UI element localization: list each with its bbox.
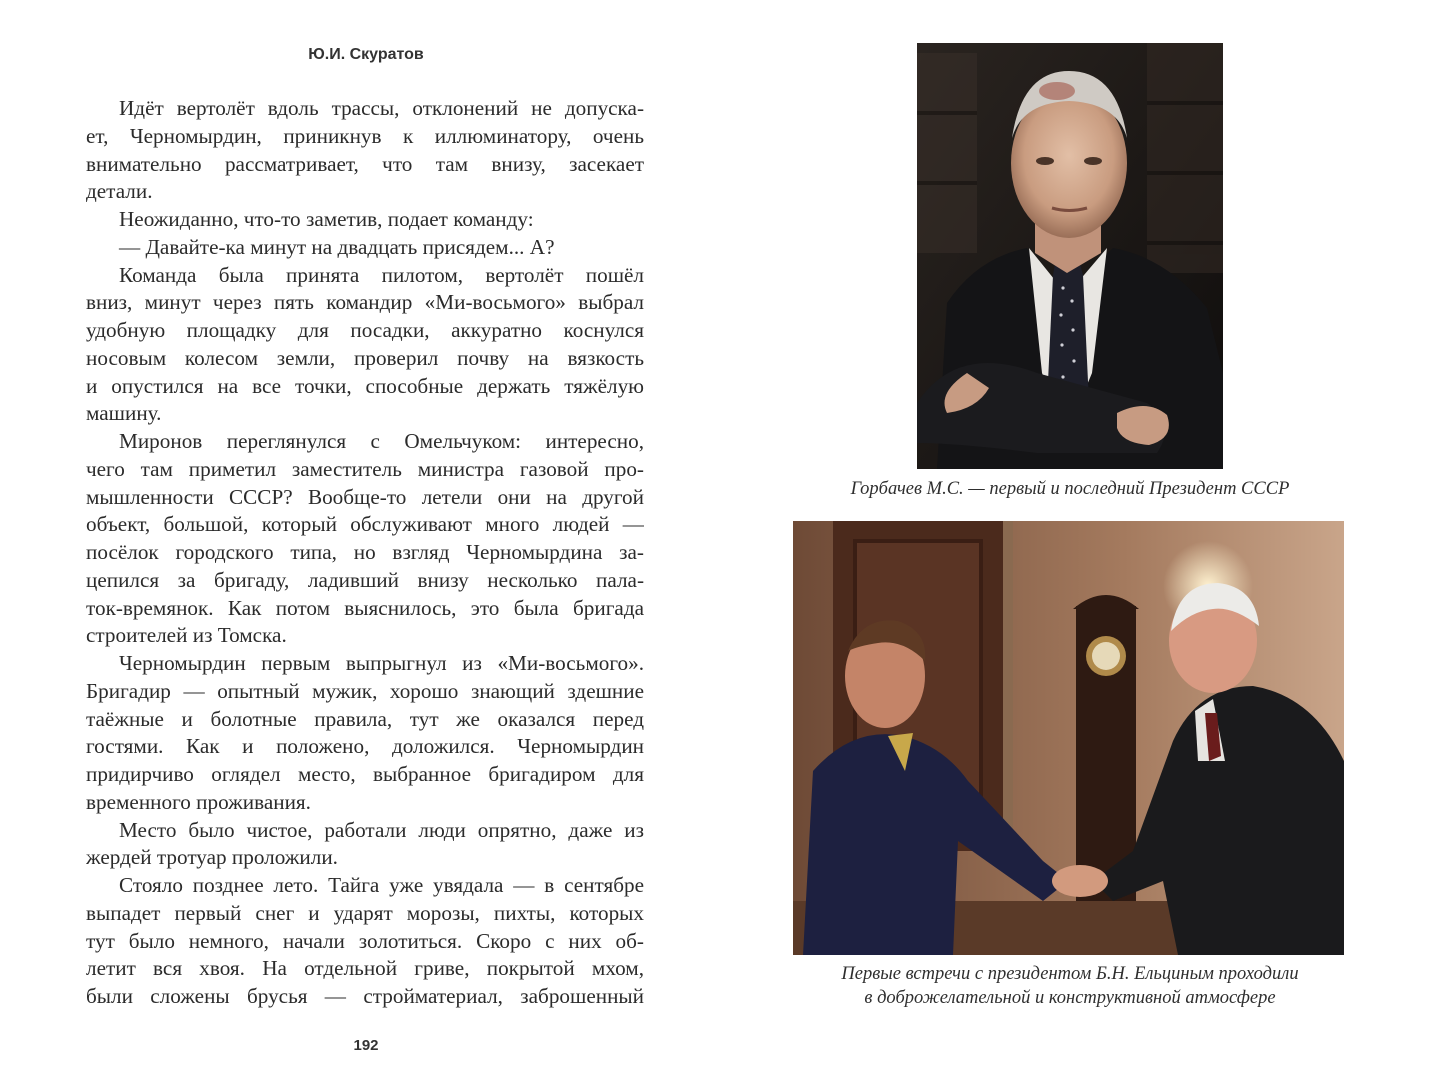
text-line: временного проживания.: [86, 789, 311, 814]
text-line: Неожиданно, что-то заметив, подает команду:: [119, 207, 534, 231]
text-line: носовым колесом земли, проверил почву на вязкость: [86, 345, 644, 370]
text-line: мышленности СССР? Вообще-то летели они на другой: [86, 484, 644, 509]
text-line: внимательно рассматривает, что там внизу, засекает: [86, 151, 644, 176]
handshake-caption: [782, 962, 1358, 1010]
text-line: вниз, минут через пять командир «Ми-восьмого» выбрал: [86, 290, 644, 315]
running-head: Ю.И. Скуратов: [308, 46, 424, 63]
text-line: Идёт вертолёт вдоль трассы, отклонений не допуска-: [119, 96, 644, 120]
handshake-caption-line-2: в доброжелательной и конструктивной атмосфере: [864, 988, 1276, 1008]
body-text: [86, 95, 644, 1011]
text-line: удобную площадку для посадки, аккуратно коснулся: [86, 318, 644, 342]
text-line: были сложены брусья — стройматериал, заброшенный: [86, 984, 644, 1008]
text-line: летит вся хвоя. На отдельной гриве, покрытой мхом,: [86, 956, 644, 981]
text-line: машину.: [86, 401, 162, 426]
text-line: гостями. Как и положено, доложился. Черномырдин: [86, 734, 644, 759]
text-line: посёлок городского типа, но взгляд Черномырдина за-: [86, 540, 644, 564]
text-line: и опустился на все точки, способные держать тяжёлую: [86, 373, 644, 398]
text-line: Черномырдин первым выпрыгнул из «Ми-восьмого».: [119, 651, 644, 675]
text-line: чего там приметил заместитель министра газовой про-: [86, 456, 644, 481]
right-page: [722, 0, 1444, 1080]
text-line: детали.: [86, 179, 153, 204]
text-line: Команда была принята пилотом, вертолёт пошёл: [119, 262, 644, 287]
text-line: Бригадир — опытный мужик, хорошо знающий здешние: [86, 678, 644, 703]
text-line: объект, большой, который обслуживают много людей —: [86, 512, 644, 537]
text-line: таёжные и болотные правила, тут же оказался перед: [86, 706, 644, 731]
text-line: — Давайте-ка минут на двадцать присядем... А?: [119, 234, 555, 259]
portrait-caption: Горбачев М.С. — первый и последний Президент СССР: [850, 479, 1290, 499]
text-line: строителей из Томска.: [86, 623, 287, 648]
handshake-caption-line-1: Первые встречи с президентом Б.Н. Ельциным проходили: [841, 964, 1299, 984]
text-line: тут было немного, начали золотиться. Скоро с них об-: [86, 928, 644, 953]
text-line: Место было чистое, работали люди опрятно, даже из: [119, 817, 644, 842]
text-line: Стояло позднее лето. Тайга уже увядала — в сентябре: [119, 873, 644, 897]
text-line: жердей тротуар проложили.: [86, 845, 338, 870]
text-line: цепился за бригаду, ладивший внизу несколько пала-: [86, 567, 644, 592]
text-line: выпадет первый снег и ударят морозы, пихты, которых: [86, 900, 644, 925]
text-line: Миронов переглянулся с Омельчуком: интересно,: [119, 429, 644, 453]
portrait-photo: [917, 43, 1223, 469]
text-line: придирчиво оглядел место, выбранное бригадиром для: [86, 762, 644, 786]
text-line: ет, Черномырдин, приникнув к иллюминатору, очень: [86, 123, 644, 148]
handshake-photo: [793, 521, 1344, 955]
text-line: ток-времянок. Как потом выяснилось, это была бригада: [86, 595, 644, 620]
page-number: 192: [353, 1037, 379, 1054]
